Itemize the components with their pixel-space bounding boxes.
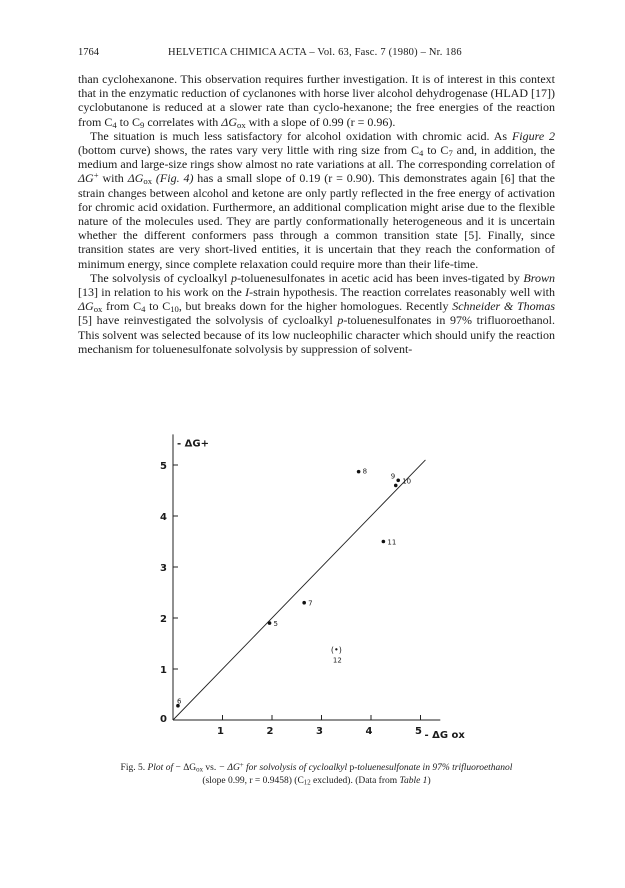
- scatter-plot: [120, 330, 480, 745]
- page-number: 1764: [78, 47, 99, 58]
- x-tick-label: 4: [365, 726, 373, 737]
- figure-5: [120, 330, 480, 745]
- paragraph-3: The solvolysis of cycloalkyl p-toluenesulfonates in acetic acid has been inves-tigated by Brown [13] in relation to his work on the I-strain hypothesis. The reaction correlates reasonably well with $\Delta G_{ox}$ from $C_4$ to $C_{10}$, but breaks down for the higher homologues. Recently Schneider & Thomas [5] have reinvestigated the solvolysis of cycloalkyl p-toluenesulfonates in 97% trifluoroethanol. This solvent was selected because of its low nucleophilic character which should unify the reaction mechanism for toluenesulfonate solvolysis by suppression of solvent-: [78, 270, 556, 356]
- data-point-label: 10: [402, 477, 412, 486]
- data-point: [357, 470, 361, 474]
- x-tick-label: 2: [266, 726, 274, 737]
- author-brown: Brown: [523, 270, 555, 285]
- journal-title: HELVETICA CHIMICA ACTA – Vol. 63, Fasc. 7 (1980) – Nr. 186: [168, 47, 462, 58]
- body-text: [78, 72, 555, 356]
- data-point-label: 12: [332, 656, 342, 665]
- y-tick-label: 1: [160, 665, 167, 676]
- data-point: [268, 621, 272, 625]
- data-point: [302, 601, 306, 605]
- y-tick-label: 5: [160, 461, 167, 472]
- y-tick-label: 3: [160, 563, 167, 574]
- x-tick-label: 1: [217, 726, 224, 737]
- x-axis-label: - ΔG ox: [424, 730, 465, 741]
- paragraph-2: The situation is much less satisfactory for alcohol oxidation with chromic acid. As Figure 2 (bottom curve) shows, the rates vary very little with ring size from $C_4$ to $C_7$ and, in addition, the medium and large-size rings show almost no rate variations at all. The corresponding correlation of ΔG+ with $\Delta G_{ox}$ (Fig. 4) has a small slope of 0.19 (r = 0.90). This demonstrates again [6] that the strain changes between alcohol and ketone are only partly reflected in the free energy of activation for chromic acid oxidation. Furthermore, an additional complication might arise due to the flexible nature of the molecules used. They are partly conformationally heterogeneous and it is uncertain whether the different conformers pass through a common transition state [5]. Finally, since transition states are very short-lived entities, it is uncertain that they reach the conformation of minimum energy, since complete relaxation could require more than their life-time.: [78, 128, 556, 271]
- origin-label: 0: [160, 714, 167, 725]
- running-header: [78, 47, 558, 61]
- figure-4-reference: (Fig. 4): [152, 171, 194, 186]
- data-point-label: 8: [362, 467, 368, 476]
- data-point-excluded: (•): [330, 645, 342, 655]
- data-point-label: 7: [308, 599, 313, 608]
- figure-caption: Fig. 5. Plot of − $\Delta G_{ox}$ vs. − ΔG+ for solvolysis of cycloalkyl p-toluenesulfonate in 97% trifluoroethanol (slope 0.99, r = 0.9458) ($C_{12}$ excluded). (Data from Table 1): [120, 761, 513, 787]
- authors-schneider-thomas: Schneider & Thomas: [452, 299, 555, 314]
- paragraph-1: than cyclohexanone. This observation requires further investigation. It is of interest in this context that in the enzymatic reduction of cyclanones with horse liver alcohol dehydrogenase (HLAD [17]) cyclobutanone is reduced at a slower rate than cyclo-hexanone; the free energies of the reaction from $C_4$ to $C_9$ correlates with $\Delta G_{ox}$ with a slope of 0.99 (r = 0.96).: [78, 72, 555, 130]
- data-point: [382, 540, 386, 544]
- data-point-label: 6: [176, 697, 182, 706]
- data-point-label: 5: [273, 620, 278, 629]
- figure-2-reference: Figure 2: [511, 128, 555, 143]
- data-point-label: 9: [390, 472, 396, 481]
- data-point: [396, 479, 400, 483]
- data-point-label: 11: [387, 538, 397, 547]
- y-tick-label: 4: [160, 512, 167, 523]
- y-axis-label: - ΔG+: [177, 438, 209, 450]
- x-tick-label: 3: [316, 726, 323, 737]
- y-tick-label: 2: [160, 614, 167, 625]
- data-point: [394, 484, 398, 488]
- x-tick-label: 5: [415, 726, 422, 737]
- regression-line: [173, 460, 425, 720]
